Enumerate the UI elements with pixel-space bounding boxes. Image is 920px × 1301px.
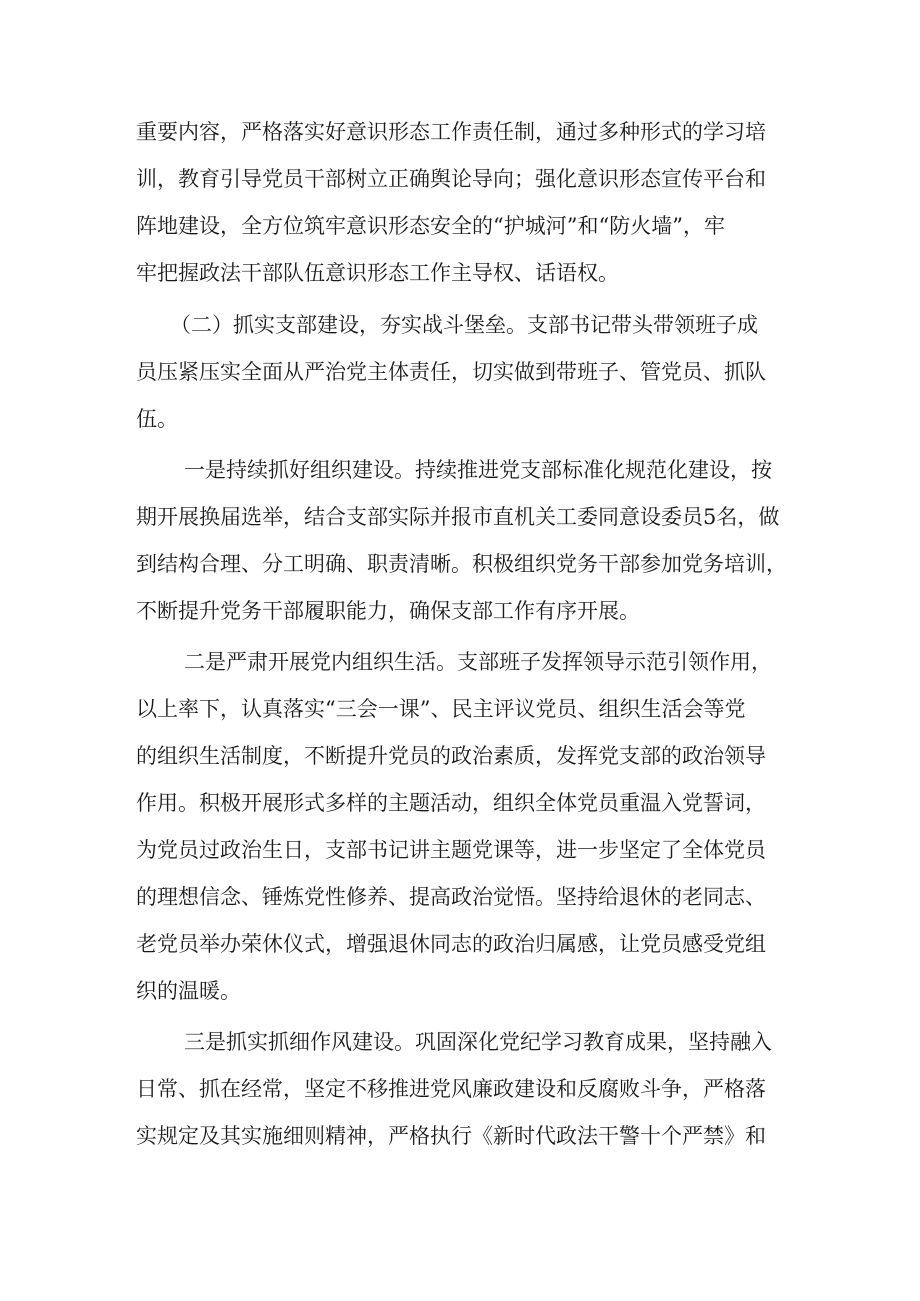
text-line: 日常、抓在经常，坚定不移推进党风廉政建设和反腐败斗争，严格落 [136,1077,766,1101]
text-line: 重要内容，严格落实好意识形态工作责任制，通过多种形式的学习培 [136,120,766,144]
text-line: 牢把握政法干部队伍意识形态工作主导权、话语权。 [136,261,619,285]
text-line: 织的温暖。 [136,979,241,1003]
text-line: 作用。积极开展形式多样的主题活动，组织全体党员重温入党誓词， [136,791,766,815]
text-line: 不断提升党务干部履职能力，确保支部工作有序开展。 [136,599,640,623]
text-line: 为党员过政治生日，支部书记讲主题党课等，进一步坚定了全体党员 [136,838,766,862]
section-heading: （二）抓实支部建设，夯实战斗堡垒。支部书记带头带领班子成 [170,313,758,337]
text-line: 期开展换届选举，结合支部实际并报市直机关工委同意设委员5名，做 [136,505,780,529]
text-line: 的组织生活制度，不断提升党员的政治素质，发挥党支部的政治领导 [136,744,766,768]
text-line: 实规定及其实施细则精神，严格执行《新时代政法干警十个严禁》和 [136,1124,766,1148]
text-line: 三是抓实抓细作风建设。巩固深化党纪学习教育成果，坚持融入 [184,1030,772,1054]
text-line: 老党员举办荣休仪式，增强退休同志的政治归属感，让党员感受党组 [136,932,766,956]
text-line: 员压紧压实全面从严治党主体责任，切实做到带班子、管党员、抓队 [136,360,766,384]
text-line: 以上率下，认真落实“三会一课”、民主评议党员、组织生活会等党 [136,697,746,721]
text-line: 二是严肃开展党内组织生活。支部班子发挥领导示范引领作用， [184,650,772,674]
text-line: 一是持续抓好组织建设。持续推进党支部标准化规范化建设，按 [184,458,772,482]
text-line: 到结构合理、分工明确、职责清晰。积极组织党务干部参加党务培训， [136,552,787,576]
text-line: 训，教育引导党员干部树立正确舆论导向；强化意识形态宣传平台和 [136,167,766,191]
text-line: 的理想信念、锤炼党性修养、提高政治觉悟。坚持给退休的老同志、 [136,885,766,909]
text-line: 伍。 [136,407,178,431]
text-line: 阵地建设，全方位筑牢意识形态安全的“护城河”和“防火墙”，牢 [136,214,725,238]
